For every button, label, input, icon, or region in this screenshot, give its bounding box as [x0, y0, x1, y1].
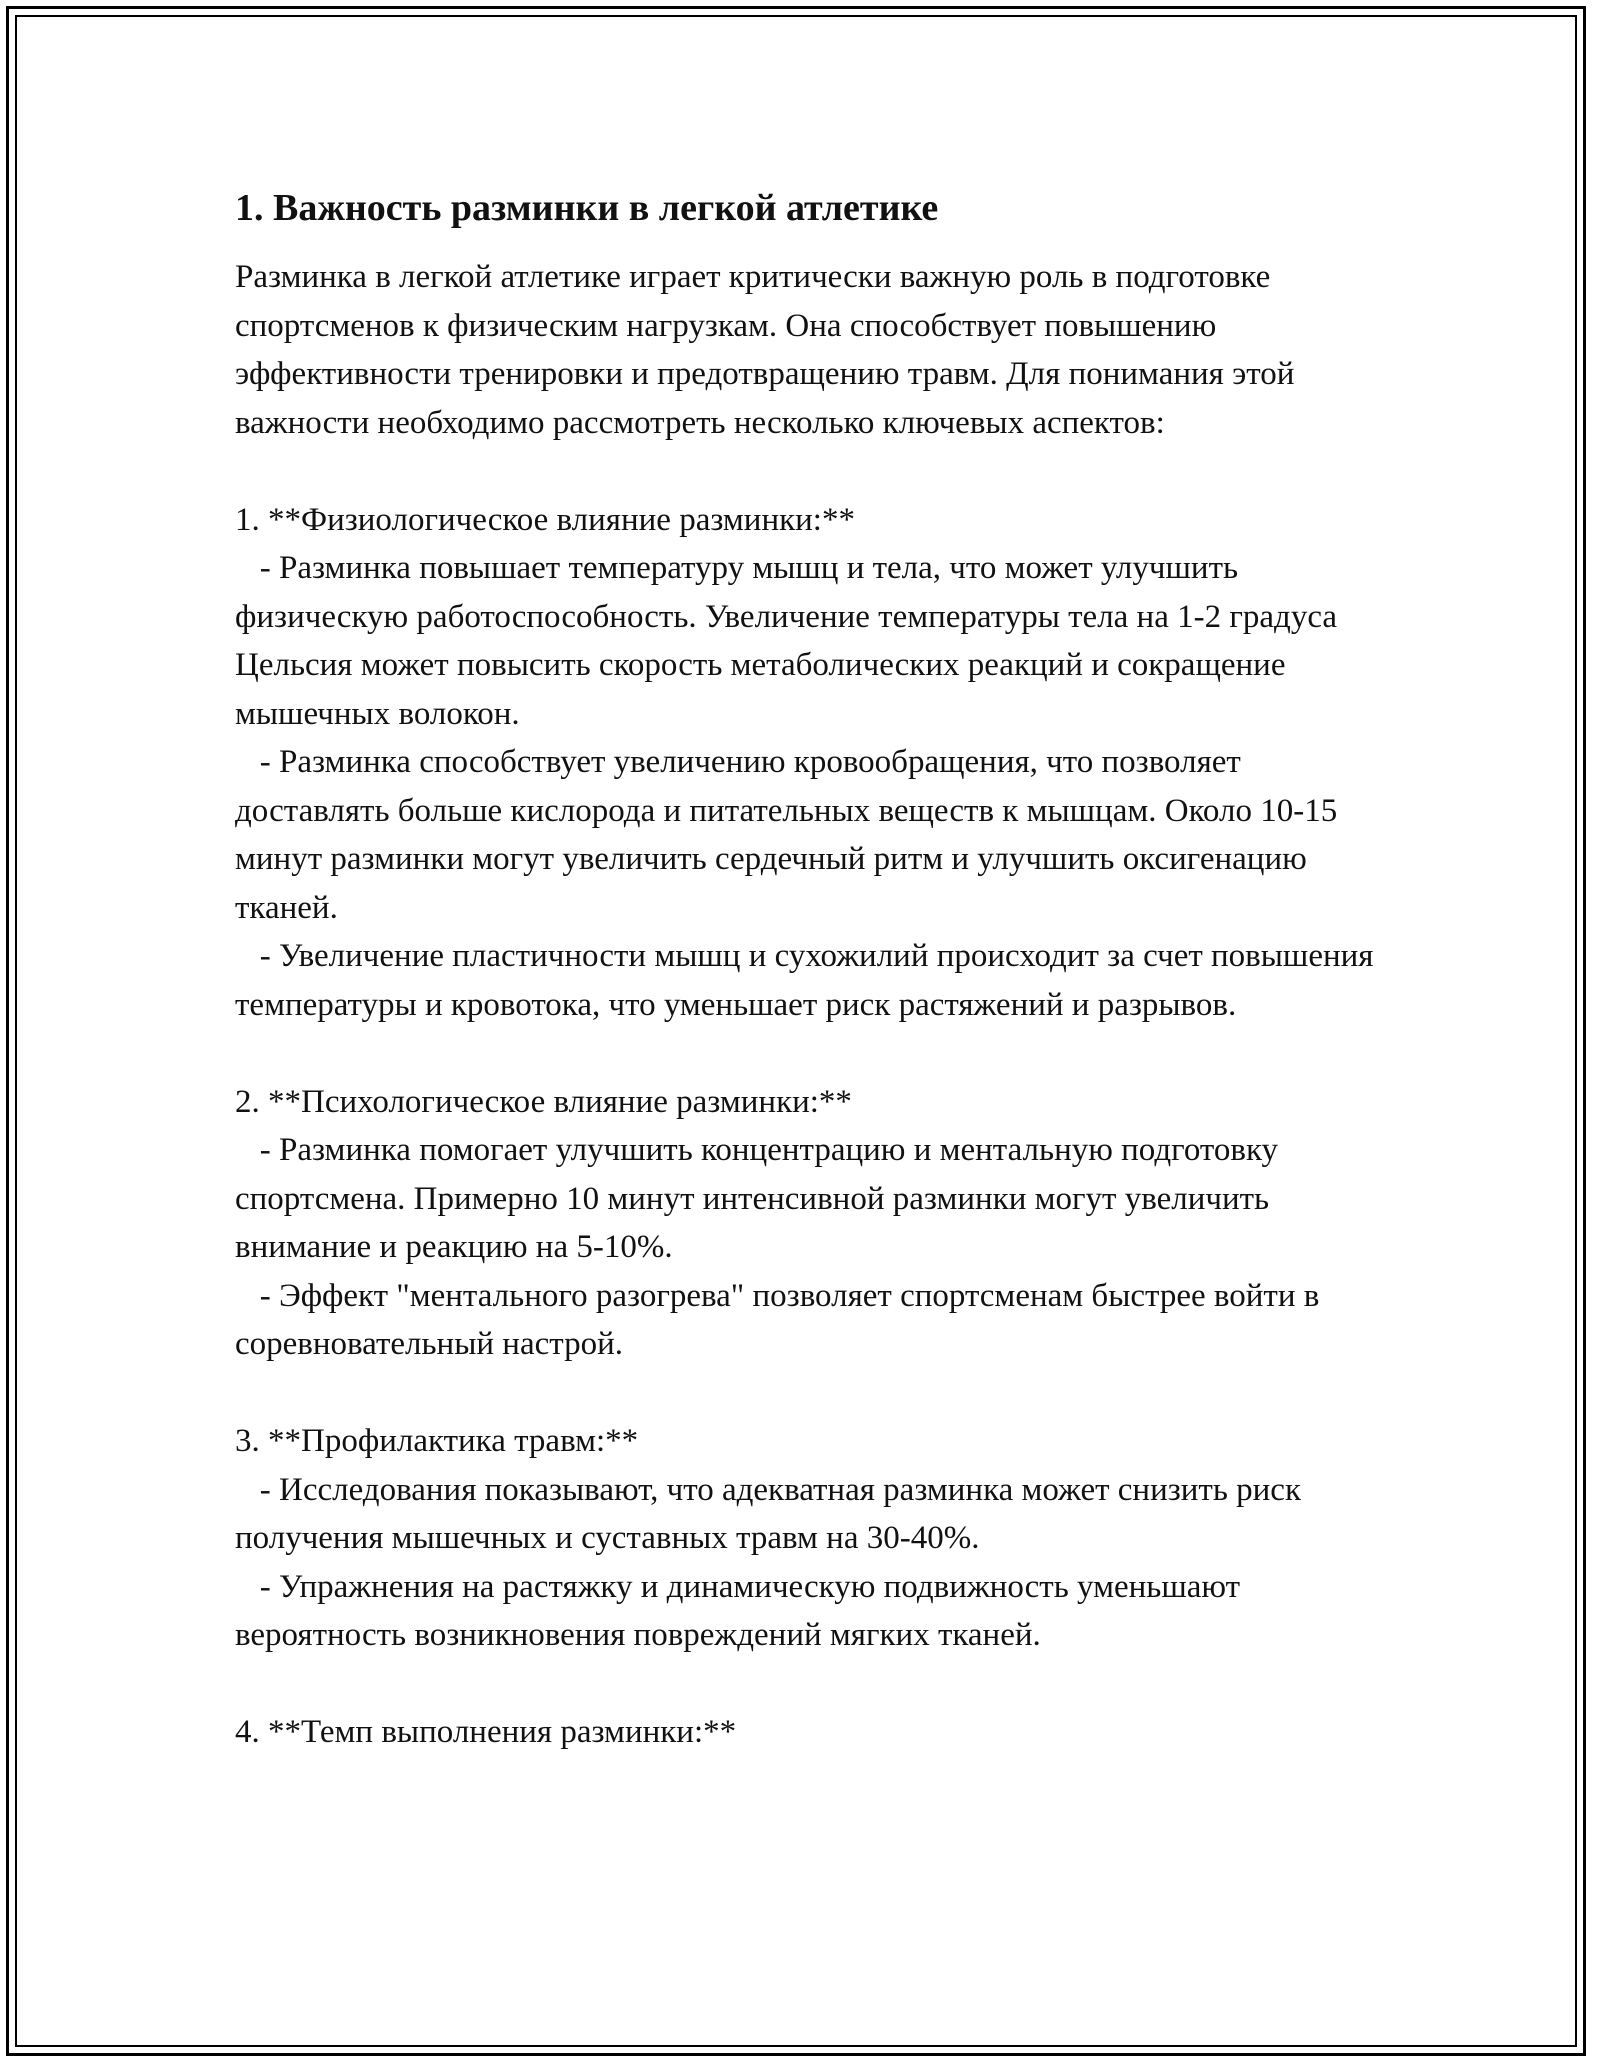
section-item: - Разминка повышает температуру мышц и тела, что может улучшить физическую работоспособность. Увеличение температуры тела на 1-2 градуса Цельсия может повысить скорость метаболических реакций и сокращение мышечных волокон.	[235, 550, 1346, 732]
section-title: 3. **Профилактика травм:**	[235, 1423, 639, 1459]
section-item: - Разминка способствует увеличению кровообращения, что позволяет доставлять больше кислорода и питательных веществ к мышцам. Около 10-15 минут разминки могут увеличить сердечный ритм и улучшить оксигенацию тканей.	[235, 744, 1346, 926]
section-title: 1. **Физиологическое влияние разминки:**	[235, 501, 855, 538]
spacer	[235, 1369, 1375, 1418]
section-item: - Упражнения на растяжку и динамическую подвижность уменьшают вероятность возникновения повреждений мягких тканей.	[235, 1568, 1249, 1653]
intro-paragraph: Разминка в легкой атлетике играет критически важную роль в подготовке спортсменов к физическим нагрузкам. Она способствует повышению эффективности тренировки и предотвращению травм. Для понимания этой важности необходимо рассмотреть несколько ключевых аспектов:	[235, 259, 1303, 441]
section-item: - Эффект "ментального разогрева" позволяет спортсменам быстрее войти в соревновательный настрой.	[235, 1277, 1328, 1362]
section-item: - Разминка помогает улучшить концентрацию и ментальную подготовку спортсмена. Примерно 10 минут интенсивной разминки могут увеличить внимание и реакцию на 5-10%.	[235, 1132, 1287, 1265]
section-item: - Увеличение пластичности мышц и сухожилий происходит за счет повышения температуры и кровотока, что уменьшает риск растяжений и разрывов.	[235, 938, 1382, 1023]
spacer	[235, 447, 1375, 496]
section-title: 2. **Психологическое влияние разминки:**	[235, 1083, 852, 1120]
section-title: 4. **Темп выполнения разминки:**	[235, 1714, 737, 1750]
spacer	[235, 1660, 1375, 1709]
section-item: - Исследования показывают, что адекватная разминка может снизить риск получения мышечных и суставных травм на 30-40%.	[235, 1471, 1310, 1556]
document-heading: 1. Важность разминки в легкой атлетике	[235, 187, 939, 229]
spacer	[235, 1029, 1375, 1078]
document-body	[235, 185, 1382, 1757]
